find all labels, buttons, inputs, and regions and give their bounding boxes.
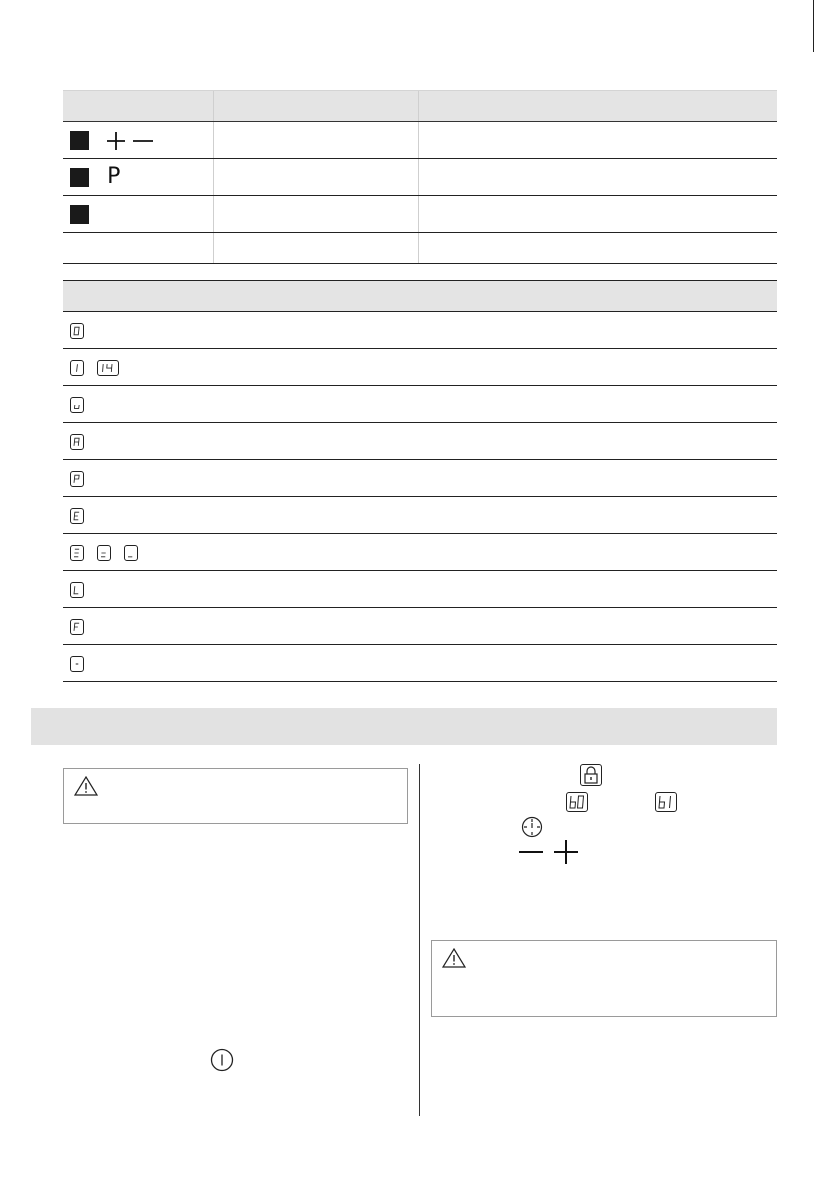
table-row	[63, 312, 777, 349]
warning-triangle-icon	[74, 776, 98, 796]
display-code-0-icon	[70, 323, 84, 339]
display-table	[63, 280, 777, 682]
display-two-bars-icon	[97, 545, 111, 561]
table-header	[63, 91, 777, 122]
table-row	[63, 122, 777, 159]
display-code-f-icon	[70, 619, 84, 635]
crop-mark	[813, 0, 814, 52]
table-row	[63, 608, 777, 645]
timer-icon	[521, 816, 543, 838]
minus-icon	[518, 840, 544, 864]
table-row	[63, 423, 777, 460]
display-three-bars-icon	[70, 545, 84, 561]
warning-box	[63, 768, 408, 824]
table-row	[63, 159, 777, 196]
table-header	[63, 281, 777, 312]
table-row	[63, 645, 777, 682]
table-row	[63, 534, 777, 571]
table-row	[63, 196, 777, 233]
display-code-l-icon	[70, 582, 84, 598]
table-row	[63, 497, 777, 534]
table-row	[63, 386, 777, 423]
display-code-b0-icon	[566, 792, 588, 812]
lock-icon	[580, 764, 602, 786]
square-block-icon	[70, 205, 89, 224]
display-code-a-icon	[70, 434, 84, 450]
display-one-bar-icon	[124, 545, 138, 561]
display-code-14-icon	[97, 360, 119, 376]
display-code-b1-icon	[655, 792, 677, 812]
plus-icon	[554, 840, 578, 864]
plus-icon	[107, 132, 125, 150]
column-divider	[419, 764, 420, 1116]
display-code-1-icon	[70, 360, 84, 376]
table-row	[63, 460, 777, 497]
display-code-p-icon	[70, 471, 84, 487]
table-row	[63, 571, 777, 608]
warning-box	[431, 940, 777, 1017]
table-row	[63, 233, 777, 264]
display-code-u-icon	[70, 397, 84, 413]
display-code-dash-icon	[70, 656, 84, 672]
square-block-icon	[70, 131, 89, 150]
sensor-field-table	[63, 90, 777, 264]
p-symbol: P	[107, 164, 121, 189]
square-block-icon	[70, 168, 89, 187]
warning-triangle-icon	[442, 948, 466, 968]
table-row	[63, 349, 777, 386]
power-icon	[210, 1048, 234, 1072]
section-heading-bar	[31, 708, 777, 745]
display-code-e-icon	[70, 508, 84, 524]
minus-icon	[133, 132, 153, 150]
